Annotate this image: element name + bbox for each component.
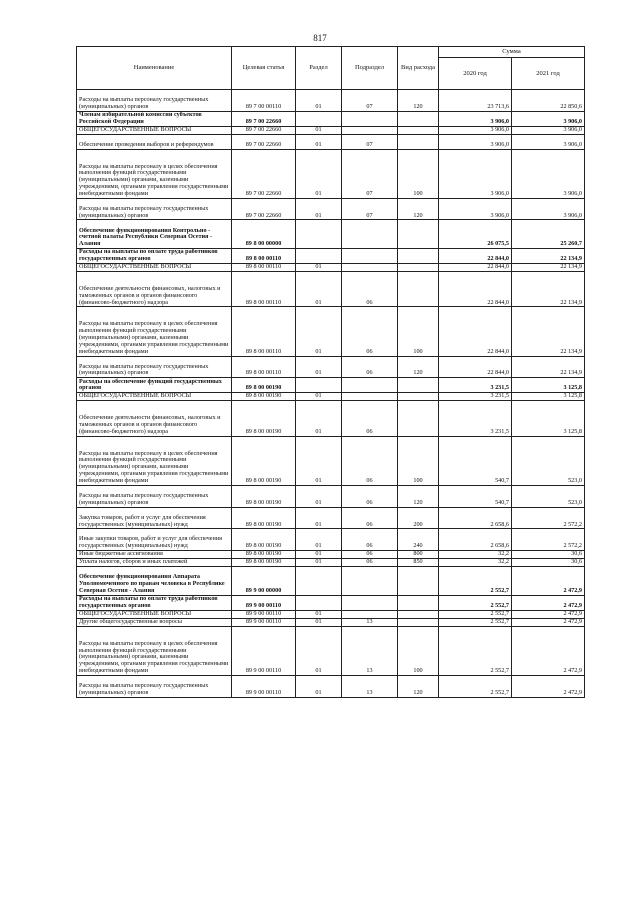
- row-subsection: 13: [342, 675, 398, 697]
- table-row: [77, 134, 585, 149]
- table-row: [77, 610, 585, 618]
- row-expense-type: [398, 134, 439, 149]
- row-expense-type: 100: [398, 149, 439, 198]
- row-name: Закупка товаров, работ и услуг для обеспечения государственных (муниципальных) нужд: [77, 507, 232, 529]
- row-name: Расходы на выплаты персоналу государственных (муниципальных) органов: [77, 675, 232, 697]
- row-amount-2020: 2 552,7: [439, 610, 512, 618]
- table-row: [77, 111, 585, 126]
- row-amount-2020: 540,7: [439, 485, 512, 507]
- row-amount-2021: 22 850,6: [512, 90, 585, 112]
- row-subsection: 07: [342, 198, 398, 220]
- row-section: 01: [296, 436, 342, 485]
- row-subsection: 06: [342, 401, 398, 436]
- row-target-code: 89 8 00 00190: [232, 529, 296, 551]
- table-row: [77, 529, 585, 551]
- row-target-code: 89 8 00 00190: [232, 559, 296, 567]
- row-subsection: [342, 126, 398, 134]
- row-expense-type: 240: [398, 529, 439, 551]
- row-target-code: 89 8 00 00190: [232, 436, 296, 485]
- row-subsection: 07: [342, 149, 398, 198]
- row-expense-type: 120: [398, 198, 439, 220]
- row-name: Расходы на выплаты персоналу в целях обеспечения выполнения функций государственными (муниципальными) органами, казенными учреждениями, органами управления государственными внебюджетными фондами: [77, 149, 232, 198]
- row-name: Уплата налогов, сборов и иных платежей: [77, 559, 232, 567]
- row-expense-type: [398, 393, 439, 401]
- row-amount-2020: 23 713,6: [439, 90, 512, 112]
- row-expense-type: 100: [398, 436, 439, 485]
- row-amount-2021: 3 906,0: [512, 134, 585, 149]
- row-amount-2021: 2 572,2: [512, 507, 585, 529]
- row-section: 01: [296, 485, 342, 507]
- row-expense-type: 120: [398, 485, 439, 507]
- row-section: [296, 249, 342, 264]
- row-amount-2021: 2 472,9: [512, 610, 585, 618]
- row-subsection: 06: [342, 507, 398, 529]
- row-name: Обеспечение функционирования Аппарата Уполномоченного по правам человека в Республике Северная Осетия - Алания: [77, 567, 232, 596]
- row-name: Членам избирательной комиссии субъектов Российской Федерации: [77, 111, 232, 126]
- row-name: Иные закупки товаров, работ и услуг для обеспечения государственных (муниципальных) нужд: [77, 529, 232, 551]
- row-target-code: 89 7 00 22660: [232, 134, 296, 149]
- row-name: Расходы на выплаты персоналу в целях обеспечения выполнения функций государственными (муниципальными) органами, казенными учреждениями, органами управления государственными внебюджетными фондами: [77, 307, 232, 356]
- row-subsection: [342, 567, 398, 596]
- row-expense-type: 850: [398, 559, 439, 567]
- row-expense-type: 200: [398, 507, 439, 529]
- budget-table: [76, 46, 585, 698]
- row-amount-2021: 3 906,0: [512, 126, 585, 134]
- row-subsection: [342, 610, 398, 618]
- row-amount-2021: 30,6: [512, 559, 585, 567]
- row-amount-2020: 3 906,0: [439, 111, 512, 126]
- row-name: ОБЩЕГОСУДАРСТВЕННЫЕ ВОПРОСЫ: [77, 610, 232, 618]
- row-target-code: 89 7 00 22660: [232, 126, 296, 134]
- row-amount-2021: 3 906,0: [512, 149, 585, 198]
- row-name: Расходы на выплаты персоналу в целях обеспечения выполнения функций государственными (муниципальными) органами, казенными учреждениями, органами управления государственными внебюджетными фондами: [77, 436, 232, 485]
- table-row: [77, 618, 585, 626]
- row-expense-type: [398, 220, 439, 249]
- row-section: 01: [296, 618, 342, 626]
- row-target-code: 89 9 00 00000: [232, 567, 296, 596]
- row-target-code: 89 8 00 00190: [232, 393, 296, 401]
- row-amount-2020: 22 844,0: [439, 263, 512, 271]
- row-target-code: 89 9 00 00110: [232, 618, 296, 626]
- row-amount-2020: 3 906,0: [439, 126, 512, 134]
- row-target-code: 89 8 00 00190: [232, 378, 296, 393]
- row-expense-type: 100: [398, 307, 439, 356]
- row-section: [296, 378, 342, 393]
- row-amount-2021: 2 472,9: [512, 618, 585, 626]
- row-expense-type: [398, 111, 439, 126]
- table-row: [77, 249, 585, 264]
- row-section: [296, 595, 342, 610]
- row-amount-2020: 2 658,6: [439, 529, 512, 551]
- row-target-code: 89 8 00 00000: [232, 220, 296, 249]
- row-expense-type: [398, 249, 439, 264]
- row-section: 01: [296, 198, 342, 220]
- row-amount-2021: 2 472,9: [512, 595, 585, 610]
- row-amount-2020: 3 231,5: [439, 393, 512, 401]
- row-section: [296, 220, 342, 249]
- row-subsection: [342, 595, 398, 610]
- row-amount-2021: 3 906,0: [512, 198, 585, 220]
- row-name: Обеспечение проведения выборов и референдумов: [77, 134, 232, 149]
- row-expense-type: [398, 610, 439, 618]
- table-row: [77, 90, 585, 112]
- row-subsection: 13: [342, 618, 398, 626]
- row-section: 01: [296, 263, 342, 271]
- row-amount-2021: 523,0: [512, 485, 585, 507]
- row-subsection: [342, 263, 398, 271]
- table-header: [77, 47, 585, 90]
- header-year-2020: 2020 год: [439, 58, 512, 90]
- row-section: 01: [296, 90, 342, 112]
- row-amount-2020: 22 844,0: [439, 356, 512, 378]
- row-name: Расходы на выплаты персоналу в целях обеспечения выполнения функций государственными (муниципальными) органами, казенными учреждениями, органами управления государственными внебюджетными фондами: [77, 626, 232, 675]
- row-amount-2021: 3 125,8: [512, 401, 585, 436]
- table-row: [77, 559, 585, 567]
- row-expense-type: [398, 567, 439, 596]
- row-subsection: [342, 249, 398, 264]
- table-row: [77, 272, 585, 307]
- row-amount-2021: 2 572,2: [512, 529, 585, 551]
- row-name: Расходы на обеспечение функций государственных органов: [77, 378, 232, 393]
- row-target-code: 89 8 00 00190: [232, 401, 296, 436]
- row-amount-2020: 3 906,0: [439, 134, 512, 149]
- table-row: [77, 567, 585, 596]
- row-amount-2020: 22 844,0: [439, 272, 512, 307]
- row-amount-2020: 3 231,5: [439, 401, 512, 436]
- table-row: [77, 401, 585, 436]
- row-expense-type: [398, 618, 439, 626]
- table-row: [77, 507, 585, 529]
- row-amount-2021: 22 134,9: [512, 272, 585, 307]
- row-name: Расходы на выплаты персоналу государственных (муниципальных) органов: [77, 198, 232, 220]
- row-amount-2020: 32,2: [439, 551, 512, 559]
- row-section: 01: [296, 529, 342, 551]
- row-target-code: 89 8 00 00110: [232, 249, 296, 264]
- row-section: 01: [296, 610, 342, 618]
- header-year-2021: 2021 год: [512, 58, 585, 90]
- row-amount-2021: 2 472,9: [512, 567, 585, 596]
- table-row: [77, 675, 585, 697]
- row-amount-2020: 3 231,5: [439, 378, 512, 393]
- row-name: Расходы на выплаты персоналу государственных (муниципальных) органов: [77, 356, 232, 378]
- row-amount-2020: 2 658,6: [439, 507, 512, 529]
- row-amount-2020: 3 906,0: [439, 149, 512, 198]
- row-target-code: 89 8 00 00110: [232, 263, 296, 271]
- row-amount-2021: 3 125,8: [512, 393, 585, 401]
- table-body: [77, 90, 585, 698]
- row-name: Обеспечение функционирования Контрольно - счетной палаты Республики Северная Осетия - Алания: [77, 220, 232, 249]
- row-name: Расходы на выплаты персоналу государственных (муниципальных) органов: [77, 485, 232, 507]
- table-row: [77, 626, 585, 675]
- row-amount-2021: 3 125,8: [512, 378, 585, 393]
- row-subsection: [342, 393, 398, 401]
- row-subsection: 06: [342, 356, 398, 378]
- row-subsection: 06: [342, 529, 398, 551]
- row-target-code: 89 9 00 00110: [232, 595, 296, 610]
- header-section: Раздел: [296, 47, 342, 90]
- row-subsection: 07: [342, 134, 398, 149]
- row-target-code: 89 8 00 00190: [232, 551, 296, 559]
- row-expense-type: 120: [398, 90, 439, 112]
- row-amount-2021: 3 906,0: [512, 111, 585, 126]
- row-section: [296, 567, 342, 596]
- row-amount-2021: 2 472,9: [512, 626, 585, 675]
- table-row: [77, 485, 585, 507]
- row-section: 01: [296, 626, 342, 675]
- table-row: [77, 393, 585, 401]
- row-amount-2021: 30,6: [512, 551, 585, 559]
- header-subsection: Подраздел: [342, 47, 398, 90]
- row-name: Иные бюджетные ассигнования: [77, 551, 232, 559]
- row-subsection: 06: [342, 272, 398, 307]
- table-row: [77, 126, 585, 134]
- row-subsection: 06: [342, 436, 398, 485]
- row-name: Другие общегосударственные вопросы: [77, 618, 232, 626]
- row-amount-2020: 32,2: [439, 559, 512, 567]
- row-amount-2021: 22 134,9: [512, 307, 585, 356]
- row-section: 01: [296, 126, 342, 134]
- row-section: 01: [296, 149, 342, 198]
- row-amount-2021: 523,0: [512, 436, 585, 485]
- row-amount-2020: 22 844,0: [439, 307, 512, 356]
- table-row: [77, 378, 585, 393]
- row-expense-type: [398, 263, 439, 271]
- page-number: 817: [313, 33, 327, 43]
- row-amount-2021: 22 134,9: [512, 263, 585, 271]
- row-name: Расходы на выплаты по оплате труда работников государственных органов: [77, 249, 232, 264]
- row-subsection: 07: [342, 90, 398, 112]
- row-section: 01: [296, 675, 342, 697]
- row-amount-2020: 2 552,7: [439, 675, 512, 697]
- row-expense-type: 800: [398, 551, 439, 559]
- row-subsection: 06: [342, 307, 398, 356]
- row-section: 01: [296, 559, 342, 567]
- row-target-code: 89 7 00 00110: [232, 90, 296, 112]
- row-target-code: 89 9 00 00110: [232, 610, 296, 618]
- row-expense-type: 120: [398, 356, 439, 378]
- row-subsection: 06: [342, 559, 398, 567]
- row-section: 01: [296, 272, 342, 307]
- row-section: 01: [296, 356, 342, 378]
- header-code: Целевая статья: [232, 47, 296, 90]
- row-subsection: 13: [342, 626, 398, 675]
- row-amount-2020: 2 552,7: [439, 618, 512, 626]
- row-name: ОБЩЕГОСУДАРСТВЕННЫЕ ВОПРОСЫ: [77, 263, 232, 271]
- row-amount-2021: 22 134,9: [512, 356, 585, 378]
- row-amount-2020: 3 906,0: [439, 198, 512, 220]
- table-row: [77, 595, 585, 610]
- row-amount-2020: 22 844,0: [439, 249, 512, 264]
- row-amount-2021: 2 472,9: [512, 675, 585, 697]
- row-target-code: 89 7 00 22660: [232, 198, 296, 220]
- row-name: Расходы на выплаты персоналу государственных (муниципальных) органов: [77, 90, 232, 112]
- row-target-code: 89 7 00 22660: [232, 111, 296, 126]
- row-subsection: 06: [342, 485, 398, 507]
- row-name: Расходы на выплаты по оплате труда работников государственных органов: [77, 595, 232, 610]
- row-amount-2020: 2 552,7: [439, 626, 512, 675]
- row-name: Обеспечение деятельности финансовых, налоговых и таможенных органов и органов финансового (финансово-бюджетного) надзора: [77, 401, 232, 436]
- row-target-code: 89 8 00 00110: [232, 307, 296, 356]
- row-expense-type: [398, 272, 439, 307]
- row-expense-type: [398, 378, 439, 393]
- row-name: ОБЩЕГОСУДАРСТВЕННЫЕ ВОПРОСЫ: [77, 126, 232, 134]
- row-name: ОБЩЕГОСУДАРСТВЕННЫЕ ВОПРОСЫ: [77, 393, 232, 401]
- row-amount-2020: 26 075,5: [439, 220, 512, 249]
- row-expense-type: 120: [398, 675, 439, 697]
- row-subsection: [342, 378, 398, 393]
- table-row: [77, 436, 585, 485]
- row-expense-type: 100: [398, 626, 439, 675]
- row-expense-type: [398, 126, 439, 134]
- row-section: 01: [296, 307, 342, 356]
- header-vid: Вид расхода: [398, 47, 439, 90]
- table-row: [77, 356, 585, 378]
- row-target-code: 89 9 00 00110: [232, 675, 296, 697]
- row-section: 01: [296, 551, 342, 559]
- header-name: Наименование: [77, 47, 232, 90]
- row-target-code: 89 9 00 00110: [232, 626, 296, 675]
- row-expense-type: [398, 401, 439, 436]
- row-target-code: 89 8 00 00110: [232, 272, 296, 307]
- row-subsection: [342, 220, 398, 249]
- row-subsection: 06: [342, 551, 398, 559]
- row-section: 01: [296, 134, 342, 149]
- row-section: 01: [296, 393, 342, 401]
- table-row: [77, 307, 585, 356]
- row-amount-2021: 25 260,7: [512, 220, 585, 249]
- table-row: [77, 263, 585, 271]
- row-expense-type: [398, 595, 439, 610]
- row-section: 01: [296, 401, 342, 436]
- row-target-code: 89 8 00 00190: [232, 485, 296, 507]
- row-target-code: 89 7 00 22660: [232, 149, 296, 198]
- row-target-code: 89 8 00 00190: [232, 507, 296, 529]
- row-name: Обеспечение деятельности финансовых, налоговых и таможенных органов и органов финансового (финансово-бюджетного) надзора: [77, 272, 232, 307]
- table-row: [77, 149, 585, 198]
- table-row: [77, 198, 585, 220]
- row-section: [296, 111, 342, 126]
- header-sum: Сумма: [439, 47, 585, 58]
- row-amount-2020: 540,7: [439, 436, 512, 485]
- row-section: 01: [296, 507, 342, 529]
- row-amount-2020: 2 552,7: [439, 595, 512, 610]
- row-amount-2021: 22 134,9: [512, 249, 585, 264]
- row-target-code: 89 8 00 00110: [232, 356, 296, 378]
- row-amount-2020: 2 552,7: [439, 567, 512, 596]
- row-subsection: [342, 111, 398, 126]
- table-row: [77, 220, 585, 249]
